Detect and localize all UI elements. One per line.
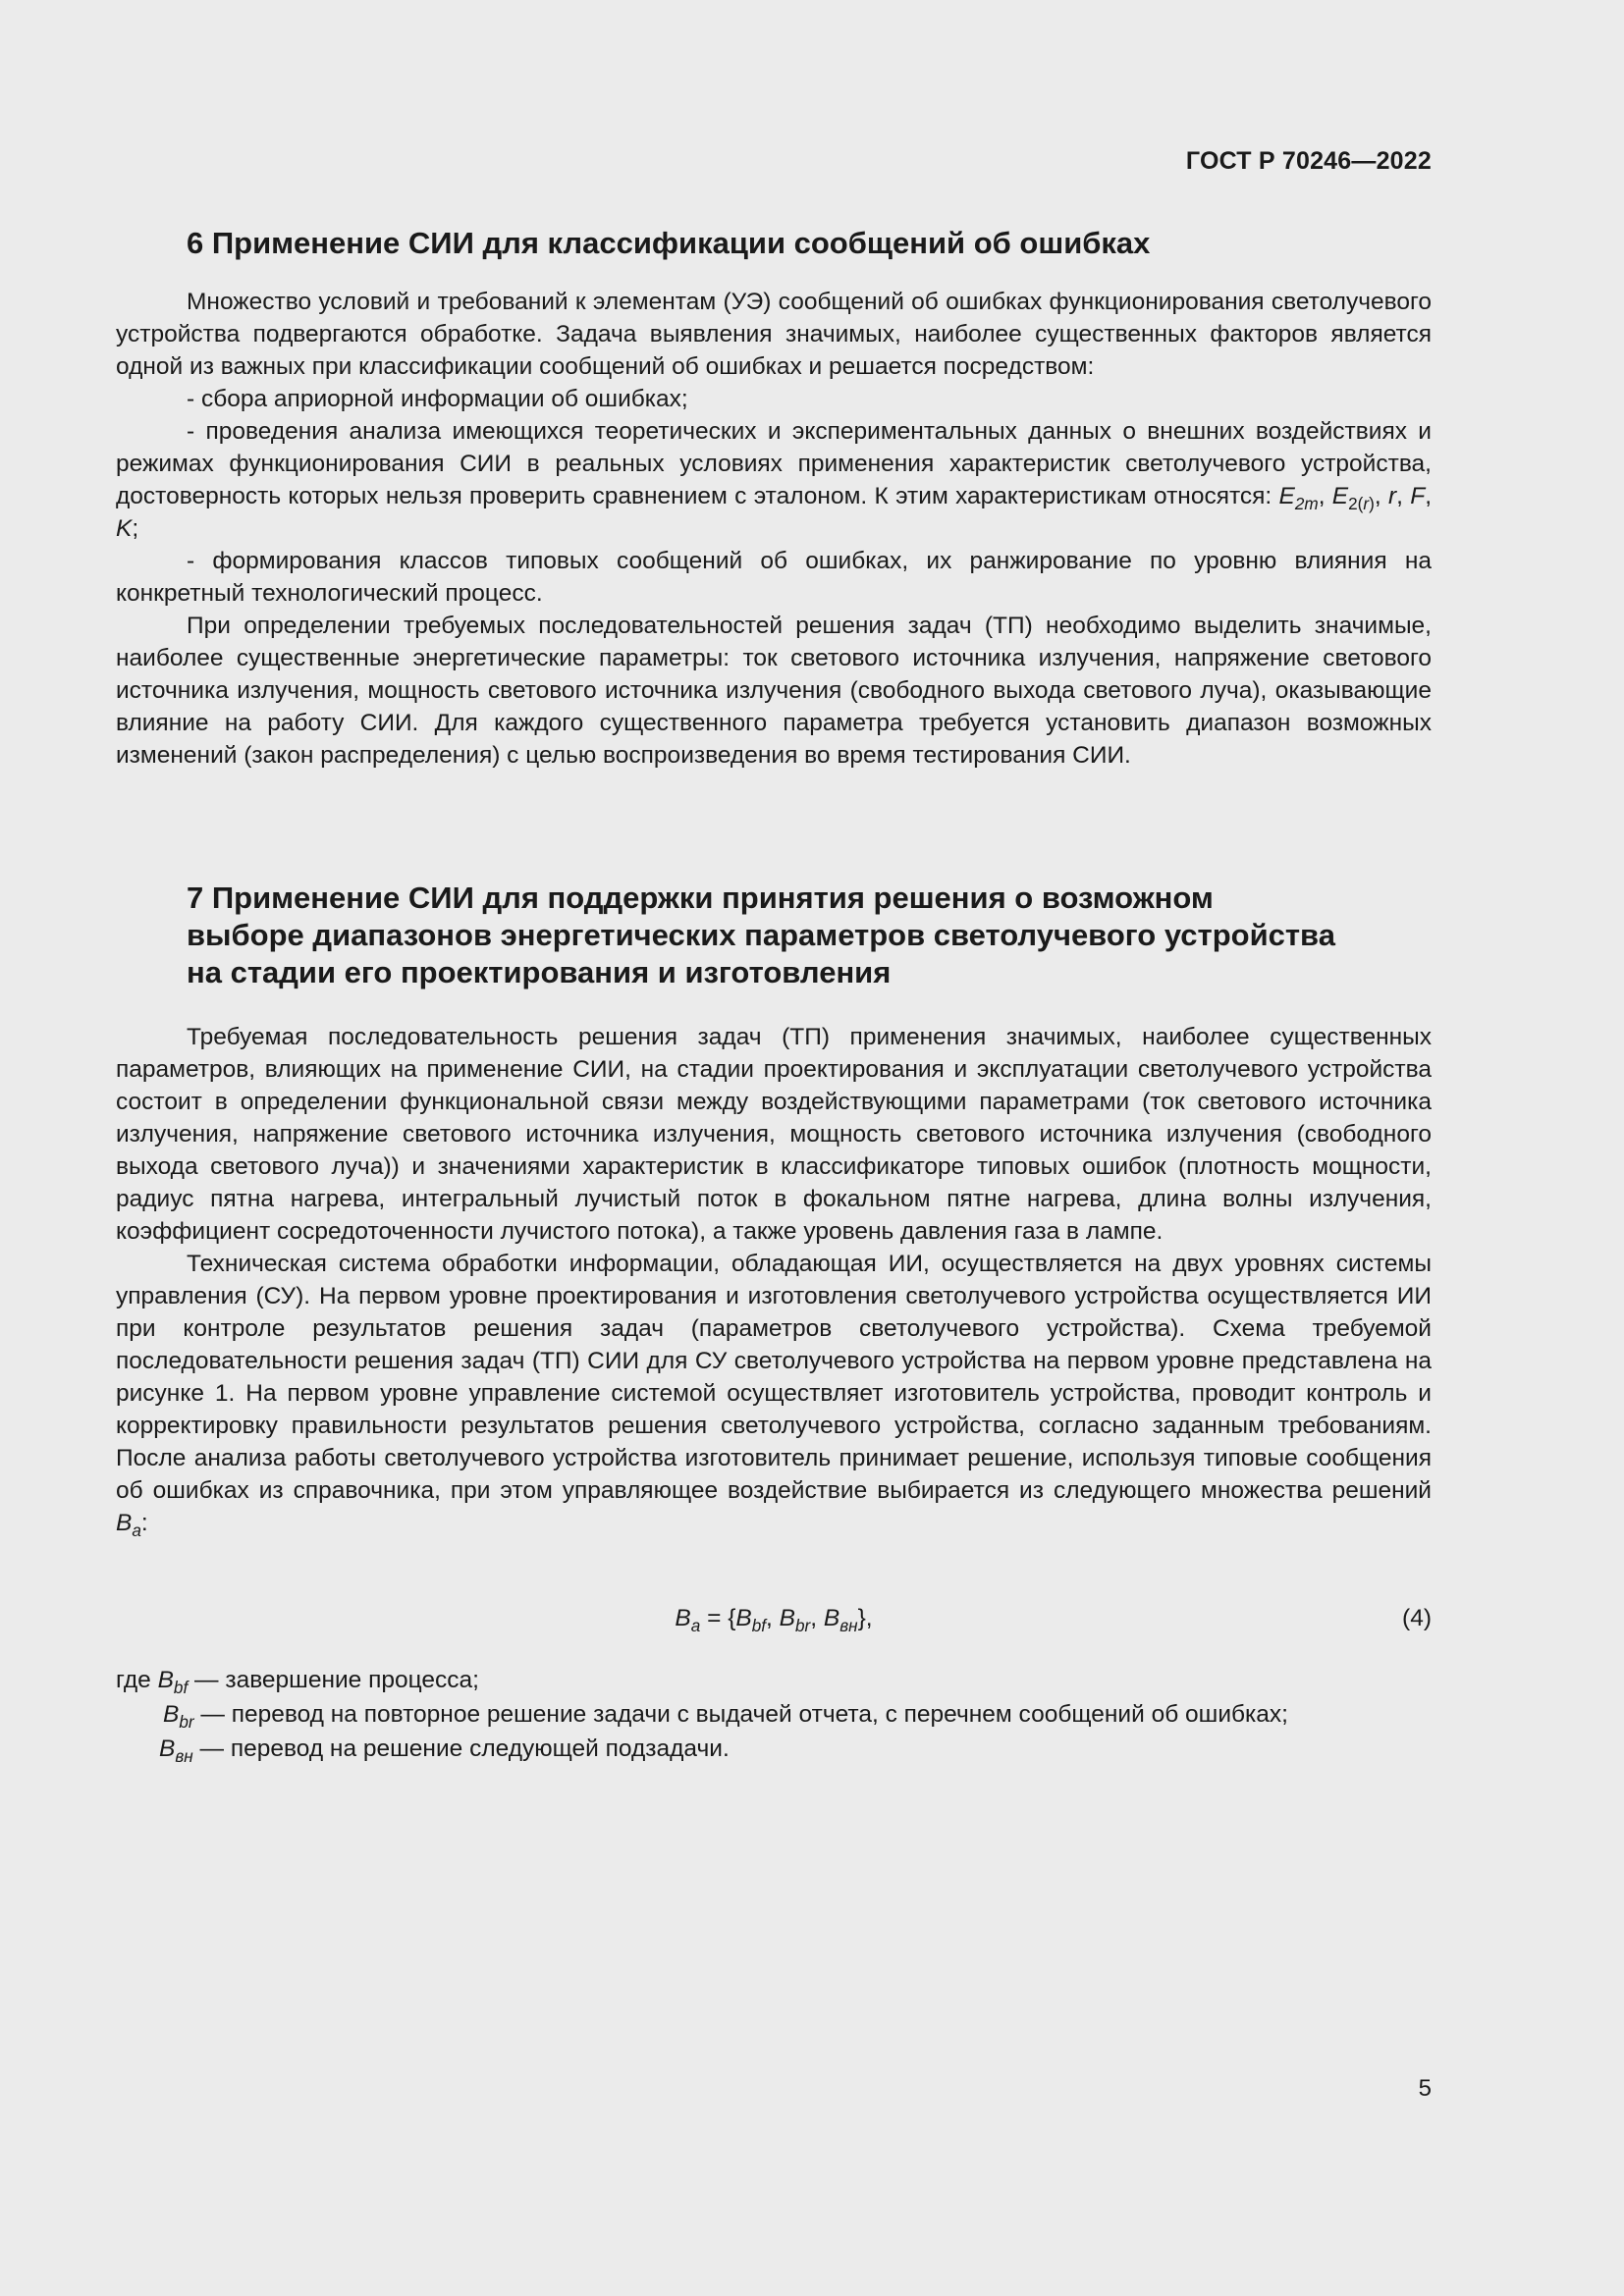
- explanation-br: $B_{br}$ — перевод на повторное решение задачи с выдачей отчета, с перечнем сообщений об ошибках;: [163, 1701, 1288, 1732]
- section-6-body: [116, 286, 1432, 772]
- section-6-paragraph-2: При определении требуемых последовательностей решения задач (ТП) необходимо выделить значимые, наиболее существенные энергетические параметры: ток светового источника излучения, напряжение светового источника излучения, мощность светового источника излучения (свободного выхода светового луча), оказывающие влияние на работу СИИ. Для каждого существенного параметра требуется установить диапазон возможных изменений (закон распределения) с целью воспроизведения во время тестирования СИИ.: [116, 613, 1432, 769]
- section-6-heading: 6 Применение СИИ для классификации сообщений об ошибках: [187, 226, 1151, 260]
- section-7-heading-line-2: выборе диапазонов энергетических параметров светолучевого устройства: [187, 918, 1335, 952]
- formula-number: (4): [1402, 1605, 1432, 1631]
- list-item-1: - сбора априорной информации об ошибках;: [187, 386, 688, 412]
- list-item-2: - проведения анализа имеющихся теоретических и экспериментальных данных о внешних воздействиях и режимах функционирования СИИ в реальных условиях применения характеристик светолучевого устройства, достоверность которых нельзя проверить сравнением с эталоном. К этим характеристикам относятся: $E_{2m}$, $E_{2(r)}$, r, F, K;: [116, 418, 1432, 542]
- section-7-heading-line-3: на стадии его проектирования и изготовления: [187, 955, 892, 989]
- list-item-2-text: - проведения анализа имеющихся теоретических и экспериментальных данных о внешних воздействиях и режимах функционирования СИИ в реальных условиях применения характеристик светолучевого устройства, достоверность которых нельзя проверить сравнением с эталоном. К этим характеристикам относятся:: [116, 418, 1432, 509]
- section-7-heading: [116, 880, 1502, 991]
- explanation-vn-text: — перевод на решение следующей подзадачи.: [192, 1735, 730, 1762]
- section-7-heading-line-1: 7 Применение СИИ для поддержки принятия решения о возможном: [187, 881, 1214, 915]
- section-7-paragraph-2-text: Техническая система обработки информации, обладающая ИИ, осуществляется на двух уровнях системы управления (СУ). На первом уровне проектирования и изготовления светолучевого устройства осуществляется ИИ при контроле результатов решения задач (параметров светолучевого устройства). Схема требуемой последовательности решения задач (ТП) СИИ для СУ светолучевого устройства на первом уровне представлена на рисунке 1. На первом уровне управление системой осуществляет изготовитель устройства, проводит контроль и корректировку правильности результатов решения светолучевого устройства, согласно заданным требованиям. После анализа работы светолучевого устройства изготовитель принимает решение, используя типовые сообщения об ошибках из справочника, при этом управляющее воздействие выбирается из следующего множества решений: [116, 1251, 1432, 1504]
- section-7-paragraph-2: Техническая система обработки информации, обладающая ИИ, осуществляется на двух уровнях системы управления (СУ). На первом уровне проектирования и изготовления светолучевого устройства осуществляется ИИ при контроле результатов решения задач (параметров светолучевого устройства). Схема требуемой последовательности решения задач (ТП) СИИ для СУ светолучевого устройства на первом уровне представлена на рисунке 1. На первом уровне управление системой осуществляет изготовитель устройства, проводит контроль и корректировку правильности результатов решения светолучевого устройства, согласно заданным требованиям. После анализа работы светолучевого устройства изготовитель принимает решение, используя типовые сообщения об ошибках из справочника, при этом управляющее воздействие выбирается из следующего множества решений $B_a$:: [116, 1251, 1432, 1540]
- where-prefix: где: [116, 1667, 151, 1693]
- explanation-bf-text: — завершение процесса;: [188, 1667, 479, 1693]
- document-code: ГОСТ Р 70246—2022: [1185, 147, 1432, 175]
- explanation-br-text: — перевод на повторное решение задачи с выдачей отчета, с перечнем сообщений об ошибках;: [193, 1701, 1288, 1728]
- explanation-bf: где $B_{bf}$ — завершение процесса;: [116, 1667, 479, 1697]
- formula-explanation: [116, 1663, 1432, 1766]
- page-number: 5: [1418, 2075, 1432, 2102]
- section-7-paragraph-1: Требуемая последовательность решения задач (ТП) применения значимых, наиболее существенных параметров, влияющих на применение СИИ, на стадии проектирования и эксплуатации светолучевого устройства состоит в определении функциональной связи между воздействующими параметрами (ток светового источника излучения, напряжение светового источника излучения, мощность светового источника излучения (свободного выхода светового луча)) и значениями характеристик в классификаторе типовых ошибок (плотность мощности, радиус пятна нагрева, интегральный лучистый поток в фокальном пятне нагрева, длина волны излучения, коэффициент сосредоточенности лучистого потока), а также уровень давления газа в лампе.: [116, 1024, 1432, 1245]
- formula-expression: $B_a = \{B_{bf}$, $B_{br}$, $B_{вн}$},: [675, 1605, 873, 1635]
- explanation-vn: $B_{вн}$ — перевод на решение следующей подзадачи.: [159, 1735, 730, 1766]
- list-item-3: - формирования классов типовых сообщений об ошибках, их ранжирование по уровню влияния на конкретный технологический процесс.: [116, 548, 1432, 607]
- section-6-paragraph-1: Множество условий и требований к элементам (УЭ) сообщений об ошибках функционирования светолучевого устройства подвергаются обработке. Задача выявления значимых, наиболее существенных факторов является одной из важных при классификации сообщений об ошибках и решается посредством:: [116, 289, 1432, 380]
- section-7-body: [116, 1021, 1432, 1539]
